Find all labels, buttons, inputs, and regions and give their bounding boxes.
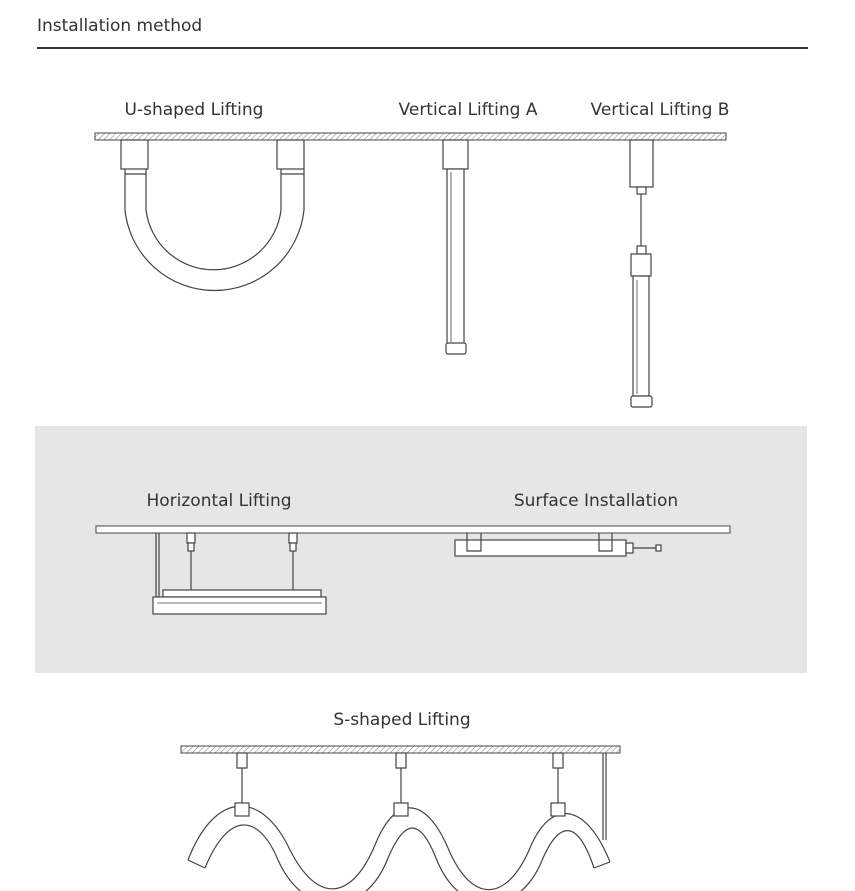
label-vertical-lifting-b: Vertical Lifting B [590, 100, 730, 120]
s-shaped-fixture [188, 753, 610, 891]
surface-fixture [455, 533, 661, 556]
label-surface-installation: Surface Installation [513, 491, 679, 511]
ceiling-bottom [181, 746, 620, 753]
vertical-b-fixture [630, 140, 653, 407]
u-shaped-fixture [121, 140, 304, 291]
horizontal-fixture [153, 533, 326, 614]
label-vertical-lifting-a: Vertical Lifting A [398, 100, 538, 120]
ceiling-middle [96, 526, 730, 533]
label-u-shaped-lifting: U-shaped Lifting [124, 100, 264, 120]
ceiling-top [95, 133, 726, 140]
label-s-shaped-lifting: S-shaped Lifting [333, 710, 471, 730]
vertical-a-fixture [443, 140, 468, 354]
label-horizontal-lifting: Horizontal Lifting [146, 491, 292, 511]
page-title: Installation method [37, 16, 203, 36]
